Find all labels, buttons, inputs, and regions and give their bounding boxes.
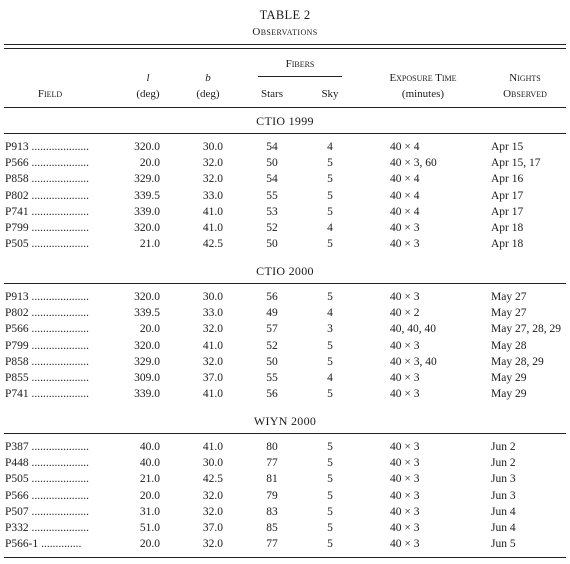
b-cell: 37.0 (202, 522, 223, 534)
leader-dots: .................... (28, 457, 90, 470)
stars-cell: 85 (266, 522, 278, 534)
field-cell (5, 172, 89, 186)
leader-dots: .................... (28, 291, 90, 303)
sky-cell: 5 (327, 339, 333, 352)
table-row (0, 355, 570, 369)
leader-dots: .................... (28, 522, 90, 534)
nights-cell: Apr 18 (491, 238, 524, 251)
field-cell (5, 322, 89, 336)
field-cell (5, 221, 89, 235)
exposure-cell: 40 × 3 (390, 505, 420, 518)
header-nights-observed: Observed (503, 88, 547, 100)
stars-cell: 57 (266, 323, 278, 336)
nights-cell: May 27 (491, 307, 527, 320)
l-cell: 31.0 (139, 505, 160, 518)
nights-cell: Jun 4 (491, 505, 516, 518)
leader-dots: .................... (28, 141, 90, 153)
stars-cell: 50 (266, 157, 278, 170)
nights-cell: May 29 (491, 388, 527, 401)
field-cell (5, 456, 89, 470)
field-cell (5, 140, 89, 154)
header-l-symbol: l (146, 72, 150, 84)
sky-cell: 4 (327, 307, 333, 320)
table-number: TABLE 2 (259, 8, 311, 22)
l-cell: 40.0 (139, 457, 160, 470)
leader-dots: .................... (28, 157, 90, 170)
b-cell: 41.0 (202, 205, 223, 218)
nights-cell: Jun 3 (491, 473, 516, 486)
field-cell (5, 489, 89, 503)
header-field: Field (37, 88, 63, 100)
nights-cell: May 27, 28, 29 (491, 323, 561, 336)
field-label: P913 (5, 141, 29, 153)
l-cell: 320.0 (134, 141, 160, 153)
section-title: CTIO 2000 (256, 264, 314, 278)
b-cell: 41.0 (202, 339, 223, 352)
field-label: P802 (5, 307, 29, 320)
exposure-cell: 40 × 3 (390, 473, 420, 486)
sky-cell: 5 (327, 157, 333, 170)
header-rule (4, 107, 566, 108)
leader-dots: .................... (28, 441, 90, 453)
l-cell: 339.0 (134, 388, 160, 401)
leader-dots: .................... (28, 339, 90, 352)
field-cell (5, 505, 89, 519)
stars-cell: 55 (266, 372, 278, 384)
field-label: P448 (5, 457, 29, 470)
leader-dots: .................... (28, 323, 90, 336)
b-cell: 37.0 (202, 372, 223, 384)
table-row (0, 371, 570, 385)
exposure-cell: 40 × 3 (390, 339, 420, 352)
table-row (0, 156, 570, 170)
field-label: P507 (5, 505, 29, 518)
field-cell (5, 537, 81, 551)
field-cell (5, 339, 89, 353)
section-title: CTIO 1999 (256, 114, 314, 128)
field-cell (5, 371, 89, 385)
stars-cell: 80 (266, 441, 278, 453)
leader-dots: .................... (28, 388, 90, 401)
leader-dots: .................... (28, 205, 90, 218)
b-cell: 30.0 (202, 291, 223, 303)
stars-cell: 49 (266, 307, 278, 320)
sky-cell: 5 (327, 457, 333, 470)
header-sky: Sky (321, 88, 339, 100)
l-cell: 20.0 (139, 538, 160, 551)
leader-dots: .................... (28, 489, 90, 502)
sky-cell: 5 (327, 473, 333, 486)
table-row (0, 322, 570, 336)
table-row (0, 140, 570, 154)
sky-cell: 5 (327, 205, 333, 218)
table-row (0, 387, 570, 401)
nights-cell: Apr 18 (491, 222, 524, 234)
header-l-unit: (deg) (136, 88, 160, 100)
exposure-cell: 40 × 4 (390, 141, 420, 153)
table-row (0, 489, 570, 503)
leader-dots: .................... (28, 238, 90, 251)
field-label: P858 (5, 173, 29, 186)
table-title: Observations (252, 26, 318, 38)
field-cell (5, 472, 89, 486)
l-cell: 309.0 (134, 372, 160, 384)
exposure-cell: 40 × 3 (390, 388, 420, 401)
l-cell: 21.0 (139, 473, 160, 486)
l-cell: 329.0 (134, 355, 160, 368)
table-row (0, 339, 570, 353)
field-label: P387 (5, 441, 29, 453)
b-cell: 33.0 (202, 189, 223, 202)
stars-cell: 54 (266, 141, 278, 153)
stars-cell: 53 (266, 205, 278, 218)
nights-cell: Jun 3 (491, 489, 516, 502)
nights-cell: May 29 (491, 372, 527, 384)
sky-cell: 5 (327, 291, 333, 303)
leader-dots: .................... (28, 355, 90, 368)
nights-cell: Apr 16 (491, 173, 524, 186)
header-stars: Stars (261, 88, 283, 100)
exposure-cell: 40 × 3 (390, 372, 420, 384)
stars-cell: 56 (266, 388, 278, 401)
stars-cell: 54 (266, 173, 278, 186)
l-cell: 40.0 (139, 441, 160, 453)
table-row (0, 205, 570, 219)
nights-cell: May 27 (491, 291, 527, 303)
sky-cell: 4 (327, 372, 333, 384)
l-cell: 20.0 (139, 157, 160, 170)
stars-cell: 77 (266, 538, 278, 551)
table-row (0, 172, 570, 186)
field-label: P858 (5, 355, 29, 368)
bottom-rule (4, 557, 566, 558)
l-cell: 339.5 (134, 189, 160, 202)
sky-cell: 5 (327, 505, 333, 518)
field-label: P566 (5, 157, 29, 170)
table-row (0, 221, 570, 235)
sky-cell: 5 (327, 441, 333, 453)
exposure-cell: 40 × 4 (390, 189, 420, 202)
table-row (0, 290, 570, 304)
sky-cell: 5 (327, 238, 333, 251)
exposure-cell: 40 × 2 (390, 307, 420, 320)
sky-cell: 5 (327, 489, 333, 502)
field-label: P799 (5, 222, 29, 234)
field-label: P799 (5, 339, 29, 352)
l-cell: 20.0 (139, 489, 160, 502)
field-label: P332 (5, 522, 29, 534)
nights-cell: Apr 17 (491, 205, 524, 218)
exposure-cell: 40 × 3, 60 (390, 157, 437, 170)
sky-cell: 5 (327, 388, 333, 401)
exposure-cell: 40 × 4 (390, 205, 420, 218)
table-row (0, 440, 570, 454)
stars-cell: 52 (266, 222, 278, 234)
field-cell (5, 237, 89, 251)
field-cell (5, 521, 89, 535)
section-title: WIYN 2000 (253, 414, 317, 428)
b-cell: 32.0 (202, 173, 223, 186)
b-cell: 33.0 (202, 307, 223, 320)
l-cell: 20.0 (139, 323, 160, 336)
leader-dots: .................... (28, 505, 90, 518)
field-label: P566 (5, 489, 29, 502)
sky-cell: 3 (327, 323, 333, 336)
l-cell: 339.0 (134, 205, 160, 218)
b-cell: 30.0 (202, 457, 223, 470)
field-cell (5, 387, 89, 401)
exposure-cell: 40 × 3 (390, 522, 420, 534)
b-cell: 42.5 (202, 238, 223, 251)
l-cell: 329.0 (134, 173, 160, 186)
nights-cell: Apr 15 (491, 141, 524, 153)
sky-cell: 5 (327, 355, 333, 368)
stars-cell: 77 (266, 457, 278, 470)
field-label: P566 (5, 323, 29, 336)
leader-dots: .................... (28, 222, 90, 234)
b-cell: 32.0 (202, 538, 223, 551)
field-label: P913 (5, 291, 29, 303)
field-label: P855 (5, 372, 29, 384)
sky-cell: 5 (327, 173, 333, 186)
exposure-cell: 40 × 4 (390, 173, 420, 186)
field-cell (5, 189, 89, 203)
b-cell: 32.0 (202, 157, 223, 170)
header-fibers: Fibers (285, 58, 315, 70)
field-cell (5, 290, 89, 304)
table-row (0, 189, 570, 203)
exposure-cell: 40 × 3 (390, 441, 420, 453)
exposure-cell: 40 × 3 (390, 457, 420, 470)
header-exposure-unit: (minutes) (401, 88, 445, 100)
section-rule (4, 283, 566, 284)
b-cell: 41.0 (202, 222, 223, 234)
b-cell: 41.0 (202, 441, 223, 453)
exposure-cell: 40 × 3 (390, 238, 420, 251)
stars-cell: 81 (266, 473, 278, 486)
table-row (0, 456, 570, 470)
header-nights: Nights (509, 72, 541, 84)
nights-cell: Apr 17 (491, 189, 524, 202)
stars-cell: 56 (266, 291, 278, 303)
sky-cell: 5 (327, 538, 333, 551)
sky-cell: 5 (327, 189, 333, 202)
stars-cell: 79 (266, 489, 278, 502)
nights-cell: May 28, 29 (491, 355, 544, 368)
b-cell: 41.0 (202, 388, 223, 401)
nights-cell: Jun 2 (491, 457, 516, 470)
leader-dots: .................... (28, 173, 90, 186)
leader-dots: .................... (28, 372, 90, 384)
exposure-cell: 40 × 3, 40 (390, 355, 437, 368)
b-cell: 42.5 (202, 473, 223, 486)
sky-cell: 4 (327, 141, 333, 153)
table-row (0, 521, 570, 535)
sky-cell: 4 (327, 222, 333, 234)
nights-cell: Jun 2 (491, 441, 516, 453)
exposure-cell: 40 × 3 (390, 291, 420, 303)
leader-dots: .................... (28, 189, 90, 202)
nights-cell: Apr 15, 17 (491, 157, 541, 170)
header-exposure-time: Exposure Time (389, 72, 457, 84)
section-rule (4, 433, 566, 434)
sky-cell: 5 (327, 522, 333, 534)
stars-cell: 50 (266, 355, 278, 368)
exposure-cell: 40 × 3 (390, 489, 420, 502)
b-cell: 32.0 (202, 323, 223, 336)
l-cell: 21.0 (139, 238, 160, 251)
fibers-subrule (258, 76, 342, 77)
field-label: P566-1 (5, 538, 39, 551)
l-cell: 320.0 (134, 339, 160, 352)
l-cell: 51.0 (139, 522, 160, 534)
field-cell (5, 156, 89, 170)
b-cell: 32.0 (202, 355, 223, 368)
exposure-cell: 40 × 3 (390, 538, 420, 551)
l-cell: 320.0 (134, 222, 160, 234)
header-b-symbol: b (205, 72, 211, 84)
top-double-rule (4, 44, 566, 49)
stars-cell: 52 (266, 339, 278, 352)
b-cell: 32.0 (202, 505, 223, 518)
section-rule (4, 133, 566, 134)
b-cell: 30.0 (202, 141, 223, 153)
field-label: P802 (5, 189, 29, 202)
b-cell: 32.0 (202, 489, 223, 502)
field-label: P505 (5, 473, 29, 486)
leader-dots: .............. (38, 538, 82, 551)
nights-cell: Jun 4 (491, 522, 516, 534)
field-label: P741 (5, 205, 29, 218)
l-cell: 320.0 (134, 291, 160, 303)
field-cell (5, 440, 89, 454)
field-label: P505 (5, 238, 29, 251)
field-cell (5, 205, 89, 219)
stars-cell: 55 (266, 189, 278, 202)
leader-dots: .................... (28, 307, 90, 320)
field-cell (5, 306, 89, 320)
header-b-unit: (deg) (196, 88, 220, 100)
table-row (0, 237, 570, 251)
nights-cell: May 28 (491, 339, 527, 352)
table-row (0, 505, 570, 519)
nights-cell: Jun 5 (491, 538, 516, 551)
table-row (0, 306, 570, 320)
stars-cell: 50 (266, 238, 278, 251)
table-row (0, 537, 570, 551)
table-row (0, 472, 570, 486)
leader-dots: .................... (28, 473, 90, 486)
exposure-cell: 40, 40, 40 (390, 323, 436, 336)
field-cell (5, 355, 89, 369)
exposure-cell: 40 × 3 (390, 222, 420, 234)
field-label: P741 (5, 388, 29, 401)
l-cell: 339.5 (134, 307, 160, 320)
stars-cell: 83 (266, 505, 278, 518)
